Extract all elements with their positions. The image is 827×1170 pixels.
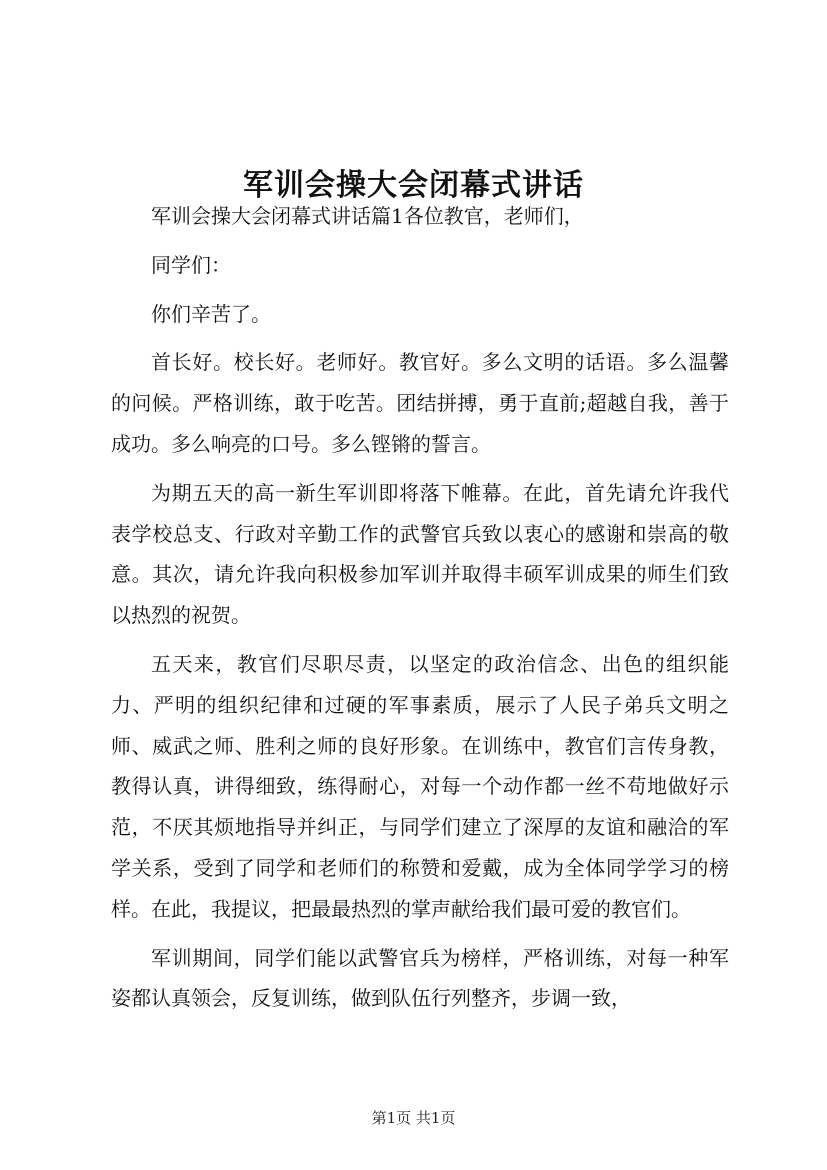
document-body <box>111 196 729 1027</box>
paragraph-slogans: 首长好。校长好。老师好。教官好。多么文明的话语。多么温馨的问候。严格训练，敢于吃苦。团结拼搏，勇于直前;超越自我，善于成功。多么响亮的口号。多么铿锵的誓言。 <box>111 350 729 456</box>
paragraph-greeting: 军训会操大会闭幕式讲话篇1各位教官，老师们， <box>151 204 584 228</box>
page-footer: 第1页 共1页 <box>371 1109 456 1127</box>
document-title: 军训会操大会闭幕式讲话 <box>243 168 584 204</box>
paragraph-closing-training: 为期五天的高一新生军训即将落下帷幕。在此，首先请允许我代表学校总支、行政对辛勤工作的武警官兵致以衷心的感谢和崇高的敬意。其次，请允许我向积极参加军训并取得丰硕军训成果的师生们致以热烈的祝贺。 <box>111 480 729 628</box>
paragraph-instructors: 五天来，教官们尽职尽责，以坚定的政治信念、出色的组织能力、严明的组织纪律和过硬的军事素质，展示了人民子弟兵文明之师、威武之师、胜利之师的良好形象。在训练中，教官们言传身教，教得认真，讲得细致，练得耐心，对每一个动作都一丝不苟地做好示范，不厌其烦地指导并纠正，与同学们建立了深厚的友谊和融洽的军学关系，受到了同学和老师们的称赞和爱戴，成为全体同学学习的榜样。在此，我提议，把最最热烈的掌声献给我们最可爱的教官们。 <box>111 651 729 921</box>
paragraph-thanks: 你们辛苦了。 <box>151 301 271 326</box>
paragraph-students-training: 军训期间，同学们能以武警官兵为榜样，严格训练，对每一种军姿都认真领会，反复训练，做到队伍行列整齐，步调一致， <box>111 945 729 1011</box>
paragraph-students: 同学们： <box>151 252 231 277</box>
